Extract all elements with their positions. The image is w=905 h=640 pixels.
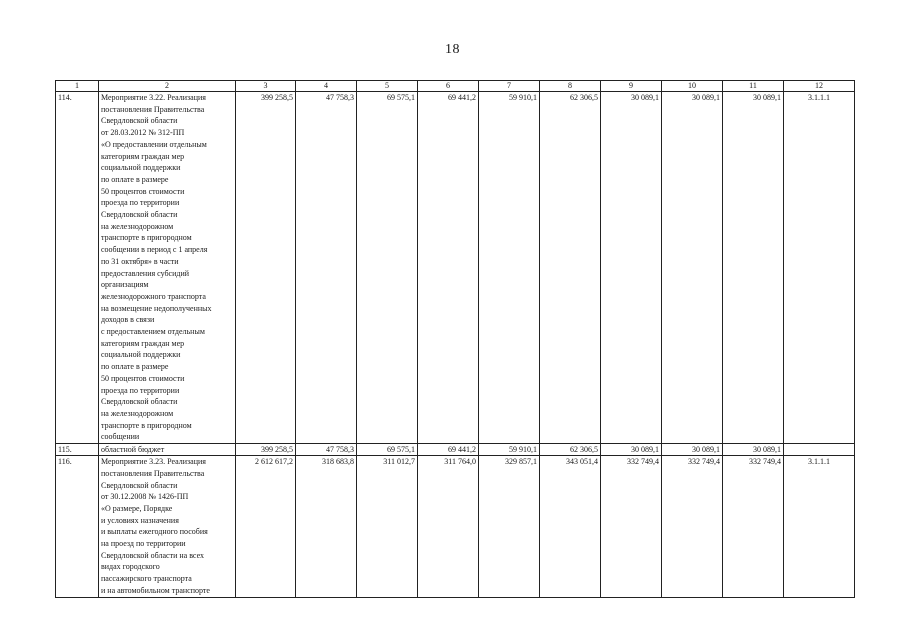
row-number-cell: 115. xyxy=(56,444,99,456)
value-cell: 47 758,3 xyxy=(296,444,357,456)
description-line: транспорте в пригородном xyxy=(101,420,192,430)
description-line: категориям граждан мер xyxy=(101,151,185,161)
description-line: проезда по территории xyxy=(101,198,180,208)
description-line: транспорте в пригородном xyxy=(101,233,192,243)
description-line: по оплате в размере xyxy=(101,174,169,184)
column-header: 10 xyxy=(662,81,723,92)
description-line: пассажирского транспорта xyxy=(101,574,192,584)
page-number: 18 xyxy=(445,42,460,57)
value-cell: 311 764,0 xyxy=(418,456,479,597)
description-line: доходов в связи xyxy=(101,315,155,325)
table-row xyxy=(56,444,855,456)
column-header: 8 xyxy=(540,81,601,92)
description-line: сообщении xyxy=(101,432,140,442)
description-line: и условиях назначения xyxy=(101,515,179,525)
description-line: постановления Правительства xyxy=(101,104,205,114)
description-line: Свердловской области xyxy=(101,480,178,490)
column-header: 3 xyxy=(236,81,296,92)
description-line: проезда по территории xyxy=(101,385,180,395)
description-line: по 31 октября» в части xyxy=(101,256,179,266)
value-cell: 30 089,1 xyxy=(723,444,784,456)
description-line: 50 процентов стоимости xyxy=(101,373,185,383)
column-header: 11 xyxy=(723,81,784,92)
header-row xyxy=(56,81,855,92)
row-number-cell: 116. xyxy=(56,456,99,597)
column-header: 5 xyxy=(357,81,418,92)
description-line: по оплате в размере xyxy=(101,362,169,372)
value-cell: 329 857,1 xyxy=(479,456,540,597)
description-line: видах городского xyxy=(101,562,160,572)
column-header: 12 xyxy=(784,81,855,92)
value-cell: 318 683,8 xyxy=(296,456,357,597)
value-cell: 332 749,4 xyxy=(662,456,723,597)
value-cell: 30 089,1 xyxy=(723,92,784,444)
column-header: 9 xyxy=(601,81,662,92)
value-cell: 59 910,1 xyxy=(479,92,540,444)
description-line: «О размере, Порядке xyxy=(101,503,173,513)
column-header: 6 xyxy=(418,81,479,92)
value-cell: 69 575,1 xyxy=(357,444,418,456)
description-line: социальной поддержки xyxy=(101,350,181,360)
description-line: сообщении в период с 1 апреля xyxy=(101,245,208,255)
description-line: Свердловской области на всех xyxy=(101,550,205,560)
description-cell xyxy=(99,92,236,444)
description-line: организациям xyxy=(101,280,149,290)
description-line: Свердловской области xyxy=(101,210,178,220)
value-cell: 343 051,4 xyxy=(540,456,601,597)
description-line: железнодорожного транспорта xyxy=(101,291,206,301)
value-cell: 30 089,1 xyxy=(601,92,662,444)
description-line: на железнодорожном xyxy=(101,408,174,418)
value-cell: 62 306,5 xyxy=(540,92,601,444)
description-line: Свердловской области xyxy=(101,397,178,407)
value-cell: 47 758,3 xyxy=(296,92,357,444)
target-ref-cell: 3.1.1.1 xyxy=(784,92,855,444)
description-line: с предоставлением отдельным xyxy=(101,327,205,337)
target-ref-cell xyxy=(784,444,855,456)
value-cell: 2 612 617,2 xyxy=(236,456,296,597)
column-header: 2 xyxy=(99,81,236,92)
value-cell: 30 089,1 xyxy=(662,92,723,444)
value-cell: 30 089,1 xyxy=(601,444,662,456)
description-line: Свердловской области xyxy=(101,116,178,126)
row-number-cell: 114. xyxy=(56,92,99,444)
description-line: постановления Правительства xyxy=(101,468,205,478)
description-line: и выплаты ежегодного пособия xyxy=(101,527,208,537)
value-cell: 332 749,4 xyxy=(601,456,662,597)
column-header: 1 xyxy=(56,81,99,92)
description-line: «О предоставлении отдельным xyxy=(101,139,207,149)
description-line: от 30.12.2008 № 1426-ПП xyxy=(101,492,189,502)
value-cell: 69 441,2 xyxy=(418,92,479,444)
column-header: 7 xyxy=(479,81,540,92)
value-cell: 59 910,1 xyxy=(479,444,540,456)
description-line: социальной поддержки xyxy=(101,163,181,173)
table-row xyxy=(56,92,855,444)
description-line: предоставления субсидий xyxy=(101,268,190,278)
description-line: и на автомобильном транспорте xyxy=(101,585,210,595)
table-body xyxy=(56,92,855,598)
budget-table xyxy=(55,80,855,598)
description-line: на железнодорожном xyxy=(101,221,174,231)
value-cell: 30 089,1 xyxy=(662,444,723,456)
value-cell: 69 575,1 xyxy=(357,92,418,444)
description-line: от 28.03.2012 № 312-ПП xyxy=(101,128,185,138)
value-cell: 399 258,5 xyxy=(236,92,296,444)
description-line: 50 процентов стоимости xyxy=(101,186,185,196)
description-line: на возмещение недополученных xyxy=(101,303,212,313)
value-cell: 332 749,4 xyxy=(723,456,784,597)
description-line: областной бюджет xyxy=(101,445,165,455)
description-line: Мероприятие 3.23. Реализация xyxy=(101,457,206,467)
description-cell xyxy=(99,444,236,456)
table-row xyxy=(56,456,855,597)
value-cell: 399 258,5 xyxy=(236,444,296,456)
description-line: на проезд по территории xyxy=(101,539,186,549)
column-header: 4 xyxy=(296,81,357,92)
description-line: категориям граждан мер xyxy=(101,338,185,348)
description-cell xyxy=(99,456,236,597)
value-cell: 311 012,7 xyxy=(357,456,418,597)
description-line: Мероприятие 3.22. Реализация xyxy=(101,93,206,102)
value-cell: 69 441,2 xyxy=(418,444,479,456)
target-ref-cell: 3.1.1.1 xyxy=(784,456,855,597)
value-cell: 62 306,5 xyxy=(540,444,601,456)
